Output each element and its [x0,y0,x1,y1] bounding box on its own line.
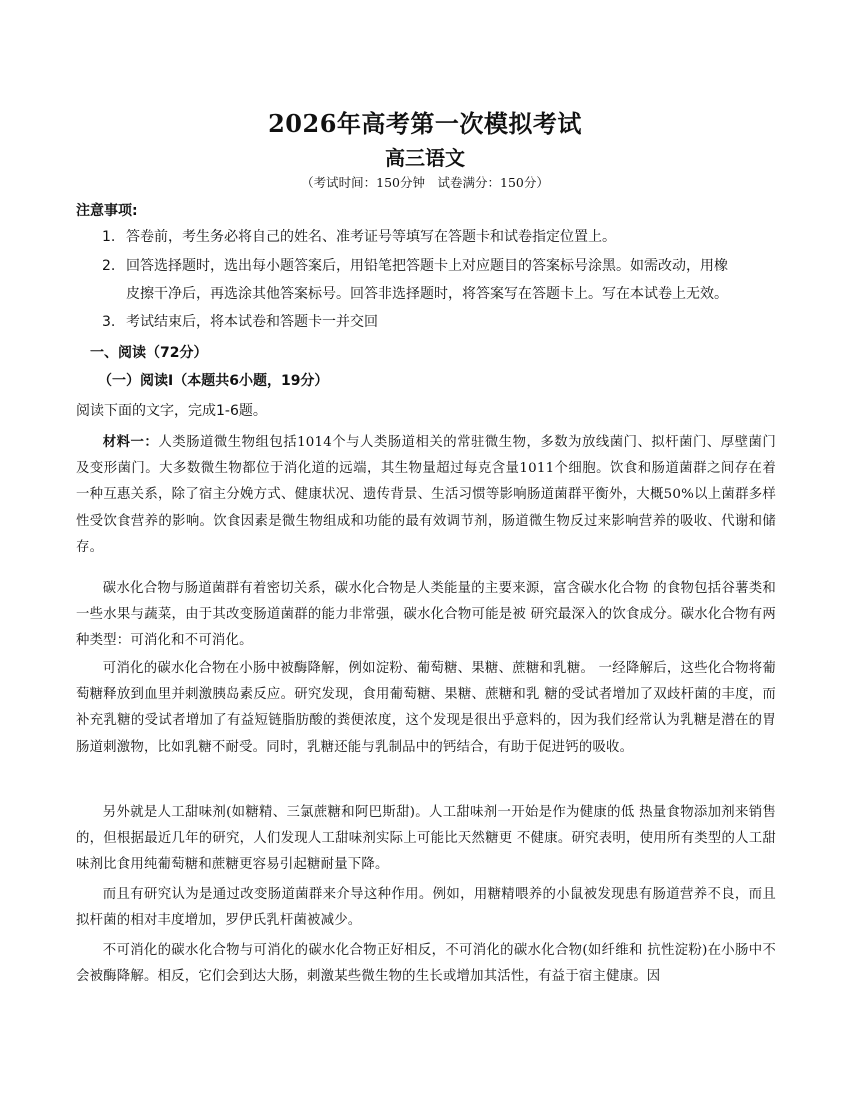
page-subtitle: 高三语文 [385,146,465,170]
passage-paragraph: 可消化的碳水化合物在小肠中被酶降解，例如淀粉、葡萄糖、果糖、蔗糖和乳糖。 一经降解后，这些化合物将葡萄糖释放到血里并刺激胰岛素反应。研究发现，食用葡萄糖、果糖、蔗糖和乳 糖的受试者增加了双歧杆菌的丰度，而补充乳糖的受试者增加了有益短链脂肪酸的粪便浓度，这个发现是很出乎意料的，因为我们经常认为乳糖是潜在的胃肠道刺激物，比如乳糖不耐受。同时，乳糖还能与乳制品中的钙结合，有助于促进钙的吸收。 [76,661,776,755]
notice-item-number: 2. [102,258,116,274]
notice-item-number: 3. [102,314,116,330]
section-heading: 一、阅读（72分） [90,345,208,361]
material-label: 材料一： [102,435,159,450]
notice-item-text: 回答选择题时，选出每小题答案后，用铅笔把答题卡上对应题目的答案标号涂黑。如需改动，用橡 [126,258,728,274]
notice-item-text: 考试结束后，将本试卷和答题卡一并交回 [126,314,378,330]
passage-paragraph [76,430,776,561]
notice-heading: 注意事项: [76,203,138,219]
notice-item-text: 答卷前，考生务必将自己的姓名、准考证号等填写在答题卡和试卷指定位置上。 [126,229,616,245]
notice-item-text-continued: 皮擦干净后，再选涂其他答案标号。回答非选择题时，将答案写在答题卡上。写在本试卷上无效。 [126,286,728,302]
exam-info: （考试时间：150分钟 试卷满分：150分） [301,175,549,190]
passage-paragraph: 另外就是人工甜味剂(如糖精、三氯蔗糖和阿巴斯甜)。人工甜味剂一开始是作为健康的低 热量食物添加剂来销售的，但根据最近几年的研究，人们发现人工甜味剂实际上可能比天然糖更 不健康。研究表明，使用所有类型的人工甜味剂比食用纯葡萄糖和蔗糖更容易引起糖耐量下降。 [76,805,776,873]
passage-paragraph: 碳水化合物与肠道菌群有着密切关系，碳水化合物是人类能量的主要来源，富含碳水化合物 的食物包括谷薯类和一些水果与蔬菜，由于其改变肠道菌群的能力非常强，碳水化合物可能是被 研究最深入的饮食成分。碳水化合物有两种类型：可消化和不可消化。 [76,581,776,649]
notice-item [102,252,782,308]
notice-item-number: 1. [102,229,116,245]
page-title: 2026年高考第一次模拟考试 [268,109,582,138]
reading-instruction: 阅读下面的文字，完成1-6题。 [76,403,267,419]
subsection-heading: （一）阅读Ⅰ（本题共6小题，19分） [98,373,329,389]
notice-item [102,223,782,251]
paragraph-text: 人类肠道微生物组包括1014个与人类肠道相关的常驻微生物，多数为放线菌门、拟杆菌门、厚壁菌门及变形菌门。大多数微生物都位于消化道的远端，其生物量超过每克含量1011个细胞。饮食和肠道菌群之间存在着一种互惠关系，除了宿主分娩方式、健康状况、遗传背景、生活习惯等影响肠道菌群平衡外，大概50%以上菌群多样性受饮食营养的影响。饮食因素是微生物组成和功能的最有效调节剂，肠道微生物反过来影响营养的吸收、代谢和储存。 [76,435,776,555]
passage-paragraph: 不可消化的碳水化合物与可消化的碳水化合物正好相反，不可消化的碳水化合物(如纤维和 抗性淀粉)在小肠中不会被酶降解。相反，它们会到达大肠，刺激某些微生物的生长或增加其活性，有益于宿主健康。因 [76,943,776,985]
notice-item [102,308,782,336]
passage-paragraph: 而且有研究认为是通过改变肠道菌群来介导这种作用。例如，用糖精喂养的小鼠被发现患有肠道营养不良，而且拟杆菌的相对丰度增加，罗伊氏乳杆菌被减少。 [76,887,776,929]
